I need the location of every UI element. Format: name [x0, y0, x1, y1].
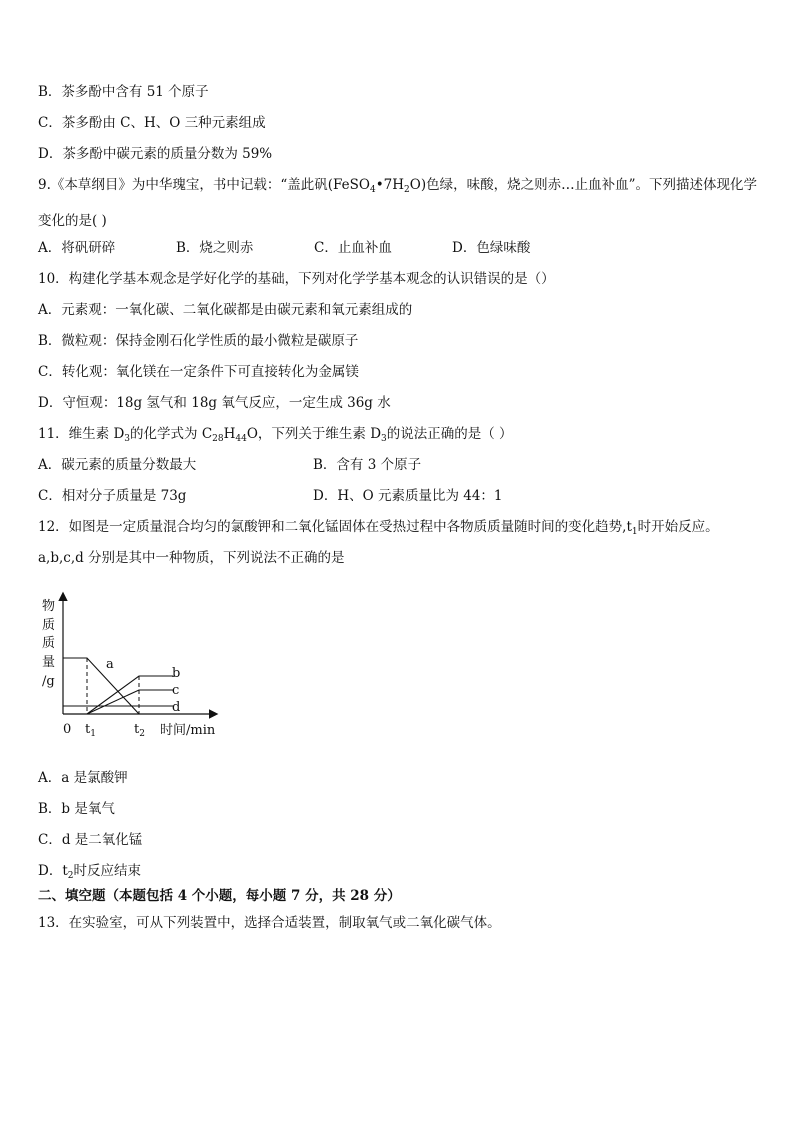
q9-stem: 9.《本草纲目》为中华瑰宝，书中记载：“盖此矾$(FeSO_4•7H_2O)$色绿，味酸，烧之则赤…止血补血”。下列描述体现化学变化的是( ) [38, 177, 758, 229]
q11-option-d: D．H、O 元素质量比为 44：1 [313, 488, 503, 504]
q11-option-c: C．相对分子质量是 73g [38, 488, 187, 504]
label-c: c [172, 683, 180, 698]
y-axis-label-3: 质 [42, 636, 56, 651]
q10-option-d: D．守恒观：18g 氢气和 18g 氧气反应，一定生成 36g 水 [38, 395, 391, 411]
q12-option-a: A．a 是氯酸钾 [38, 770, 128, 786]
q12-mass-time-graph [36, 590, 236, 745]
y-axis-label-4: 量 [42, 655, 56, 670]
q8-option-c: C．茶多酚由 C、H、O 三种元素组成 [38, 115, 266, 131]
q9-option-c: C．止血补血 [314, 240, 392, 256]
q12-option-d: D．$t_2$时反应结束 [38, 863, 141, 881]
curve-c [87, 690, 173, 714]
label-d: d [172, 700, 181, 715]
q12-stem-line1: 12．如图是一定质量混合均匀的氯酸钾和二氧化锰固体在受热过程中各物质质量随时间的变化趋势$,t_1$时开始反应。 [38, 519, 719, 537]
y-axis-label-2: 质 [42, 618, 56, 633]
q9-option-d: D．色绿味酸 [452, 240, 531, 256]
section-2-title: 二、填空题（本题包括 4 个小题，每小题 7 分，共 28 分） [38, 888, 401, 904]
q11-stem: 11．维生素 $D_3$的化学式为 $C_{28}H_{44}O$，下列关于维生素 $D_3$的说法正确的是（ ） [38, 426, 513, 444]
origin-label: 0 [63, 722, 72, 737]
q11-option-b: B．含有 3 个原子 [313, 457, 422, 473]
q9-option-b: B．烧之则赤 [176, 240, 254, 256]
q12-option-b: B．b 是氧气 [38, 801, 115, 817]
q10-stem: 10．构建化学基本观念是学好化学的基础，下列对化学学基本观念的认识错误的是（） [38, 271, 555, 287]
q10-option-c: C．转化观：氧化镁在一定条件下可直接转化为金属镁 [38, 364, 359, 380]
q10-option-b: B．微粒观：保持金刚石化学性质的最小微粒是碳原子 [38, 333, 359, 349]
q12-stem-line2: a,b,c,d 分别是其中一种物质，下列说法不正确的是 [38, 550, 345, 566]
y-axis-label-5: /g [42, 674, 55, 689]
q8-option-b: B．茶多酚中含有 51 个原子 [38, 84, 209, 100]
t1-label: $t_1$ [85, 722, 96, 739]
t2-label: $t_2$ [134, 722, 145, 739]
y-axis-label-1: 物 [42, 599, 56, 614]
q13-stem: 13．在实验室，可从下列装置中，选择合适装置，制取氧气或二氧化碳气体。 [38, 915, 501, 931]
x-axis-label: 时间/min [160, 723, 216, 738]
label-b: b [172, 666, 181, 681]
q10-option-a: A．元素观：一氧化碳、二氧化碳都是由碳元素和氧元素组成的 [38, 302, 413, 318]
q11-option-a: A．碳元素的质量分数最大 [38, 457, 197, 473]
q12-option-c: C．d 是二氧化锰 [38, 832, 143, 848]
q8-option-d: D．茶多酚中碳元素的质量分数为 59% [38, 146, 273, 162]
label-a: a [106, 657, 114, 672]
q9-option-a: A．将矾研碎 [38, 240, 116, 256]
